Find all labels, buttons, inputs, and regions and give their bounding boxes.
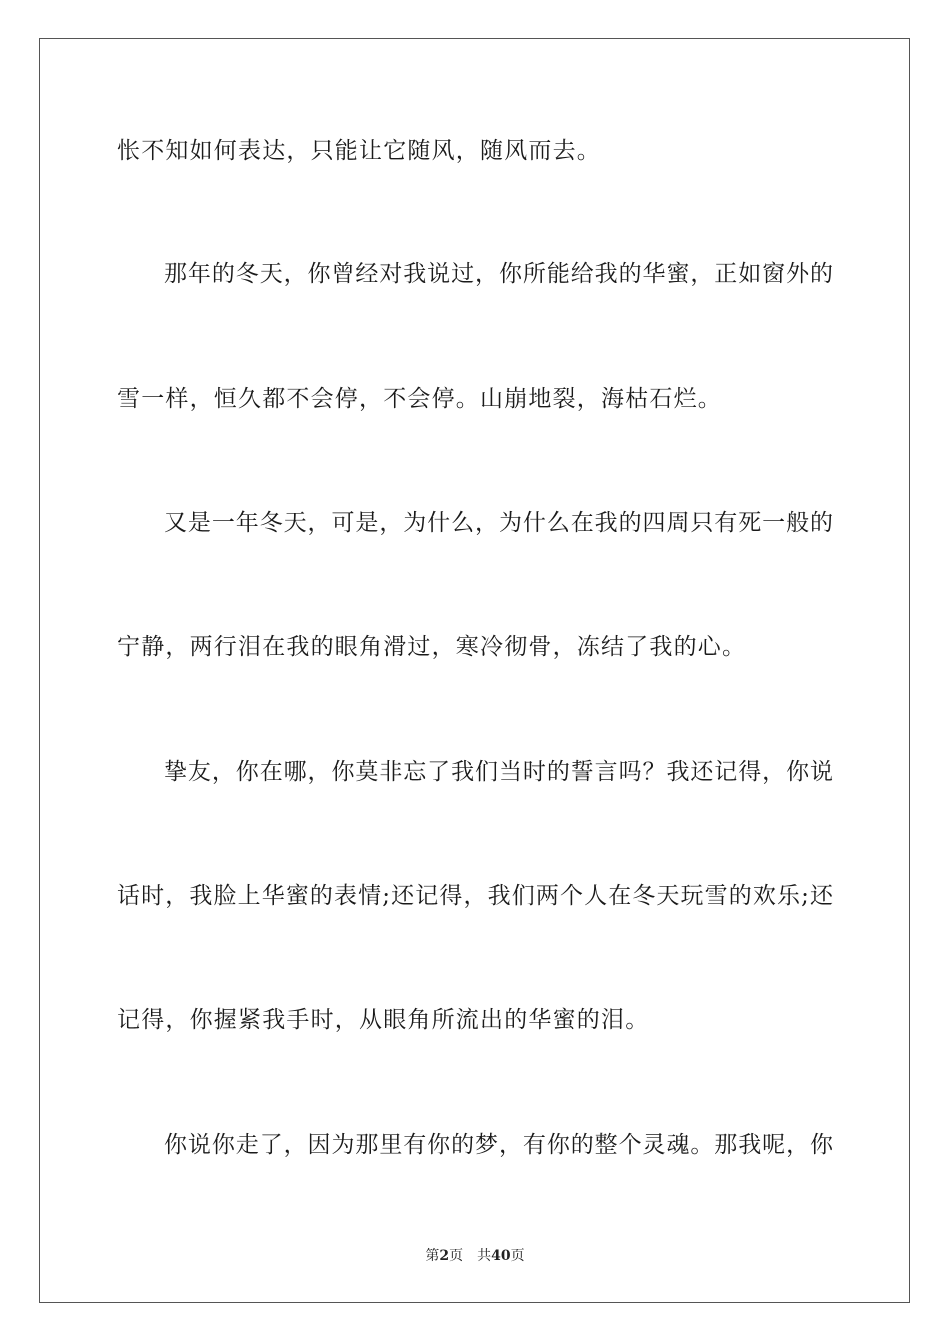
page-suffix: 页 xyxy=(449,1248,464,1264)
page-prefix: 第 xyxy=(425,1248,440,1264)
page-footer xyxy=(0,1247,950,1265)
page-border xyxy=(39,38,910,1303)
text-line-1: 怅不知如何表达，只能让它随风，随风而去。 xyxy=(117,138,601,164)
text-line-4: 又是一年冬天，可是，为什么，为什么在我的四周只有死一般的 xyxy=(164,510,833,536)
text-line-3: 雪一样，恒久都不会停，不会停。山崩地裂，海枯石烂。 xyxy=(117,386,722,412)
page-number: 2 xyxy=(439,1248,450,1264)
total-suffix: 页 xyxy=(510,1248,525,1264)
total-prefix: 共 xyxy=(477,1248,492,1264)
text-line-6: 挚友，你在哪，你莫非忘了我们当时的誓言吗？我还记得，你说 xyxy=(164,759,833,785)
text-line-5: 宁静，两行泪在我的眼角滑过，寒冷彻骨，冻结了我的心。 xyxy=(117,634,747,660)
text-line-8: 记得，你握紧我手时，从眼角所流出的华蜜的泪。 xyxy=(117,1007,650,1033)
text-line-9: 你说你走了，因为那里有你的梦，有你的整个灵魂。那我呢，你 xyxy=(164,1132,833,1158)
text-line-7: 话时，我脸上华蜜的表情;还记得，我们两个人在冬天玩雪的欢乐;还 xyxy=(117,883,833,909)
text-line-2: 那年的冬天，你曾经对我说过，你所能给我的华蜜，正如窗外的 xyxy=(164,261,833,287)
total-pages: 40 xyxy=(491,1248,511,1264)
